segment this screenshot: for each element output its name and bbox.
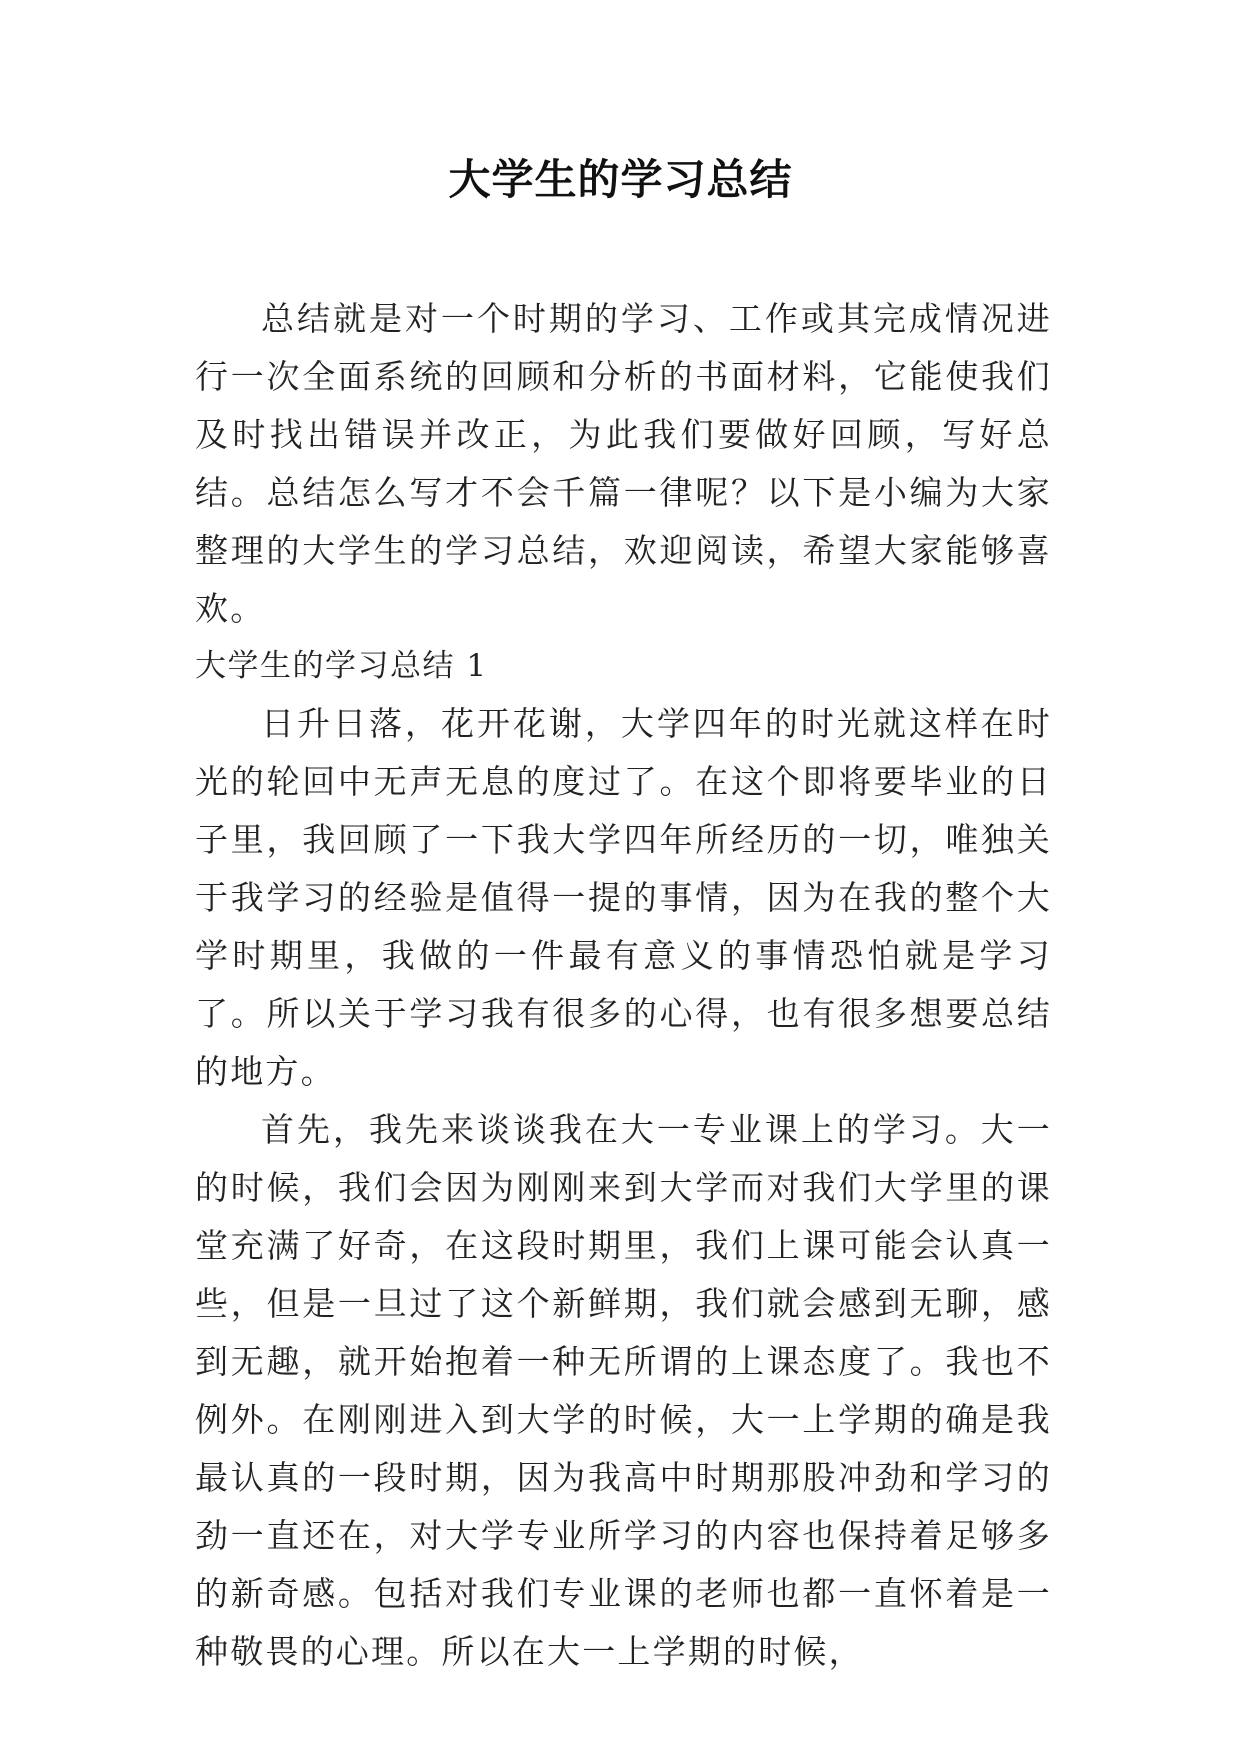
intro-paragraph: 总结就是对一个时期的学习、工作或其完成情况进行一次全面系统的回顾和分析的书面材料，它能使我们及时找出错误并改正，为此我们要做好回顾，写好总结。总结怎么写才不会千篇一律呢？以下是小编为大家整理的大学生的学习总结，欢迎阅读，希望大家能够喜欢。	[195, 299, 1052, 628]
intro-section	[195, 290, 1052, 638]
section-1-heading: 大学生的学习总结 1	[195, 648, 488, 684]
section-1-paragraph-1: 日升日落，花开花谢，大学四年的时光就这样在时光的轮回中无声无息的度过了。在这个即将要毕业的日子里，我回顾了一下我大学四年所经历的一切，唯独关于我学习的经验是值得一提的事情，因为在我的整个大学时期里，我做的一件最有意义的事情恐怕就是学习了。所以关于学习我有很多的心得，也有很多想要总结的地方。	[195, 704, 1052, 1091]
section-1-paragraph-2: 首先，我先来谈谈我在大一专业课上的学习。大一的时候，我们会因为刚刚来到大学而对我们大学里的课堂充满了好奇，在这段时期里，我们上课可能会认真一些，但是一旦过了这个新鲜期，我们就会感到无聊，感到无趣，就开始抱着一种无所谓的上课态度了。我也不例外。在刚刚进入到大学的时候，大一上学期的确是我最认真的一段时期，因为我高中时期那股冲劲和学习的劲一直还在，对大学专业所学习的内容也保持着足够多的新奇感。包括对我们专业课的老师也都一直怀着是一种敬畏的心理。所以在大一上学期的时候，	[195, 1110, 1052, 1671]
document-title: 大学生的学习总结	[448, 155, 793, 204]
section-1-body	[195, 695, 1052, 1681]
